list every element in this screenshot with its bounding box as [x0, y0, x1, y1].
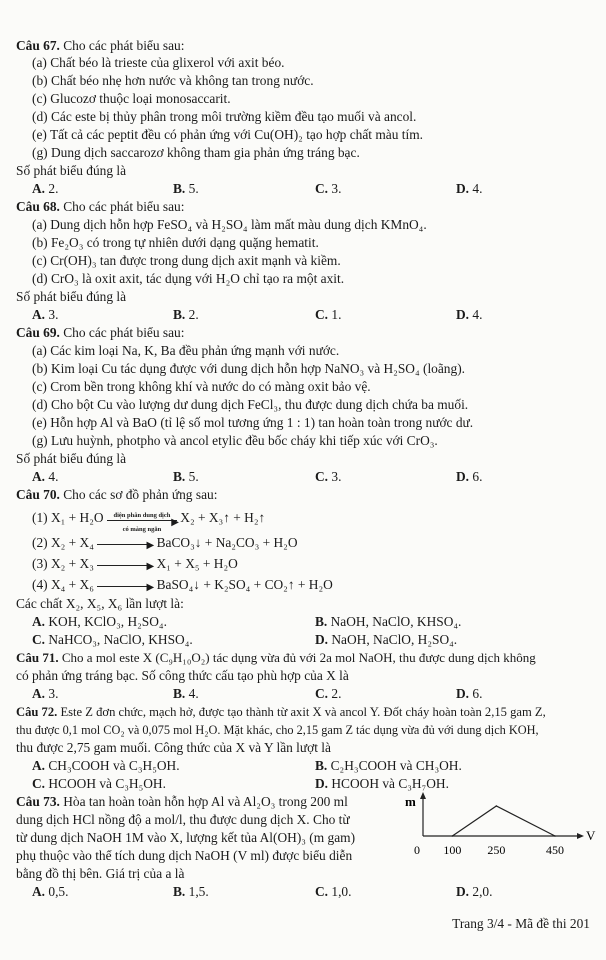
q73-line-4: phụ thuộc vào thể tích dung dịch NaOH (V ml) được biểu diễn	[16, 848, 353, 863]
x-tick-label: 450	[546, 843, 564, 857]
q71-line-2: có phản ứng tráng bạc. Số công thức cấu tạo phù hợp của X là	[16, 668, 349, 683]
x-tick-label: 100	[443, 843, 462, 857]
reaction-arrow-icon: ▶	[97, 559, 153, 571]
y-axis-label: m	[405, 794, 416, 809]
q67-item-g: (g) Dung dịch saccarozơ không tham gia phản ứng tráng bạc.	[32, 145, 360, 160]
q71-option-d: D. 6.	[456, 686, 483, 701]
q70-option-d: D. NaOH, NaClO, H₂SO₄.	[315, 632, 458, 647]
q70-option-b: B. NaOH, NaClO, KHSO₄.	[315, 614, 462, 629]
y-axis-arrow-icon	[420, 792, 426, 799]
q67-header: Câu 67. Cho các phát biểu sau:	[16, 38, 185, 53]
q67-option-c: C. 3.	[315, 181, 342, 196]
q67-ask: Số phát biểu đúng là	[16, 163, 127, 178]
q73-option-c: C. 1,0.	[315, 884, 352, 899]
q70-ask: Các chất X₂, X₅, X₆ lần lượt là:	[16, 596, 184, 611]
q68-item-d: (d) CrO₃ là oxit axit, tác dụng với H₂O chỉ tạo ra một axit.	[32, 271, 345, 286]
q67-item-b: (b) Chất béo nhẹ hơn nước và không tan trong nước.	[32, 73, 314, 88]
q70-reaction-2: (2) X₂ + X₄ ▶ BaCO₃↓ + Na₂CO₃ + H₂O	[32, 535, 298, 551]
q68-option-a: A. 3.	[32, 307, 59, 322]
q69-option-d: D. 6.	[456, 469, 483, 484]
q70-reaction-1: (1) X₁ + H₂O điện phân dung dịch ▶ có màng ngăn X₂ + X₃↑ + H₂↑	[32, 510, 266, 533]
q71-line-1: Câu 71. Cho a mol este X (C₉H₁₀O₂) tác dụng vừa đủ với 2a mol NaOH, thu được dung dịch không	[16, 650, 536, 665]
q69-item-c: (c) Crom bền trong không khí và nước do có màng oxit bảo vệ.	[32, 379, 371, 394]
x-tick-label: 250	[487, 843, 506, 857]
q69-header: Câu 69. Cho các phát biểu sau:	[16, 325, 185, 340]
series-line	[452, 806, 555, 836]
precipitate-graph	[395, 790, 600, 862]
q72-option-d: D. HCOOH và C₃H₇OH.	[315, 776, 449, 791]
reaction-arrow-icon: ▶	[97, 580, 153, 592]
q68-option-c: C. 1.	[315, 307, 342, 322]
q70-option-c: C. NaHCO₃, NaClO, KHSO₄.	[32, 632, 193, 647]
q72-line-2: thu được 0,1 mol CO₂ và 0,075 mol H₂O. Mặt khác, cho 2,15 gam Z tác dụng vừa đủ với dung dịch KOH,	[16, 723, 539, 737]
q73-option-d: D. 2,0.	[456, 884, 493, 899]
x-axis-arrow-icon	[577, 833, 584, 839]
q73-option-a: A. 0,5.	[32, 884, 69, 899]
q72-line-1: Câu 72. Este Z đơn chức, mạch hở, được tạo thành từ axit X và ancol Y. Đốt cháy hoàn toàn 2,15 gam Z,	[16, 705, 546, 719]
q72-option-b: B. C₂H₃COOH và CH₃OH.	[315, 758, 462, 773]
q72-option-a: A. CH₃COOH và C₃H₅OH.	[32, 758, 180, 773]
q71-option-c: C. 2.	[315, 686, 342, 701]
q69-option-c: C. 3.	[315, 469, 342, 484]
q69-item-b: (b) Kim loại Cu tác dụng được với dung dịch hỗn hợp NaNO₃ và H₂SO₄ (loãng).	[32, 361, 465, 376]
q69-item-d: (d) Cho bột Cu vào lượng dư dung dịch FeCl₃, thu được dung dịch chứa ba muối.	[32, 397, 469, 412]
q68-option-d: D. 4.	[456, 307, 483, 322]
q68-ask: Số phát biểu đúng là	[16, 289, 127, 304]
q68-header: Câu 68. Cho các phát biểu sau:	[16, 199, 185, 214]
q67-option-a: A. 2.	[32, 181, 59, 196]
electrolysis-arrow-icon: điện phân dung dịch ▶ có màng ngăn	[107, 512, 177, 526]
x-tick-label: 0	[414, 843, 420, 857]
q67-item-e: (e) Tất cả các peptit đều có phản ứng với Cu(OH)₂ tạo hợp chất màu tím.	[32, 127, 423, 142]
q73-line-3: từ dung dịch NaOH 1M vào X, lượng kết tủa Al(OH)₃ (m gam)	[16, 830, 356, 845]
x-axis-label: V	[586, 828, 596, 843]
q68-item-a: (a) Dung dịch hỗn hợp FeSO₄ và H₂SO₄ làm mất màu dung dịch KMnO₄.	[32, 217, 427, 232]
q67-option-d: D. 4.	[456, 181, 483, 196]
q73-option-b: B. 1,5.	[173, 884, 209, 899]
q70-option-a: A. KOH, KClO₃, H₂SO₄.	[32, 614, 167, 629]
q69-item-g: (g) Lưu huỳnh, photpho và ancol etylic đều bốc cháy khi tiếp xúc với CrO₃.	[32, 433, 438, 448]
q69-option-a: A. 4.	[32, 469, 59, 484]
q69-option-b: B. 5.	[173, 469, 199, 484]
q72-line-3: thu được 2,75 gam muối. Công thức của X và Y lần lượt là	[16, 740, 331, 755]
q67-item-c: (c) Glucozơ thuộc loại monosaccarit.	[32, 91, 231, 106]
page-footer: Trang 3/4 - Mã đề thi 201	[452, 916, 590, 931]
q73-line-2: dung dịch HCl nồng độ a mol/l, thu được dung dịch X. Cho từ	[16, 812, 350, 827]
q68-item-c: (c) Cr(OH)₃ tan được trong dung dịch axit mạnh và kiềm.	[32, 253, 341, 268]
q69-ask: Số phát biểu đúng là	[16, 451, 127, 466]
q73-line-1: Câu 73. Hòa tan hoàn toàn hỗn hợp Al và Al₂O₃ trong 200 ml	[16, 794, 348, 809]
q70-header: Câu 70. Cho các sơ đồ phản ứng sau:	[16, 487, 218, 502]
q67-option-b: B. 5.	[173, 181, 199, 196]
q71-option-b: B. 4.	[173, 686, 199, 701]
q67-item-a: (a) Chất béo là trieste của glixerol với axit béo.	[32, 55, 285, 70]
q70-reaction-3: (3) X₂ + X₃ ▶ X₁ + X₅ + H₂O	[32, 556, 238, 572]
q67-item-d: (d) Các este bị thủy phân trong môi trường kiềm đều tạo muối và ancol.	[32, 109, 417, 124]
q71-option-a: A. 3.	[32, 686, 59, 701]
q68-item-b: (b) Fe₂O₃ có trong tự nhiên dưới dạng quặng hematit.	[32, 235, 319, 250]
q69-item-a: (a) Các kim loại Na, K, Ba đều phản ứng mạnh với nước.	[32, 343, 340, 358]
q68-option-b: B. 2.	[173, 307, 199, 322]
q69-item-e: (e) Hỗn hợp Al và BaO (tỉ lệ số mol tương ứng 1 : 1) tan hoàn toàn trong nước dư.	[32, 415, 474, 430]
q73-line-5: bằng đồ thị bên. Giá trị của a là	[16, 866, 185, 881]
q72-option-c: C. HCOOH và C₃H₅OH.	[32, 776, 166, 791]
q70-reaction-4: (4) X₄ + X₆ ▶ BaSO₄↓ + K₂SO₄ + CO₂↑ + H₂O	[32, 577, 333, 593]
reaction-arrow-icon: ▶	[97, 538, 153, 550]
